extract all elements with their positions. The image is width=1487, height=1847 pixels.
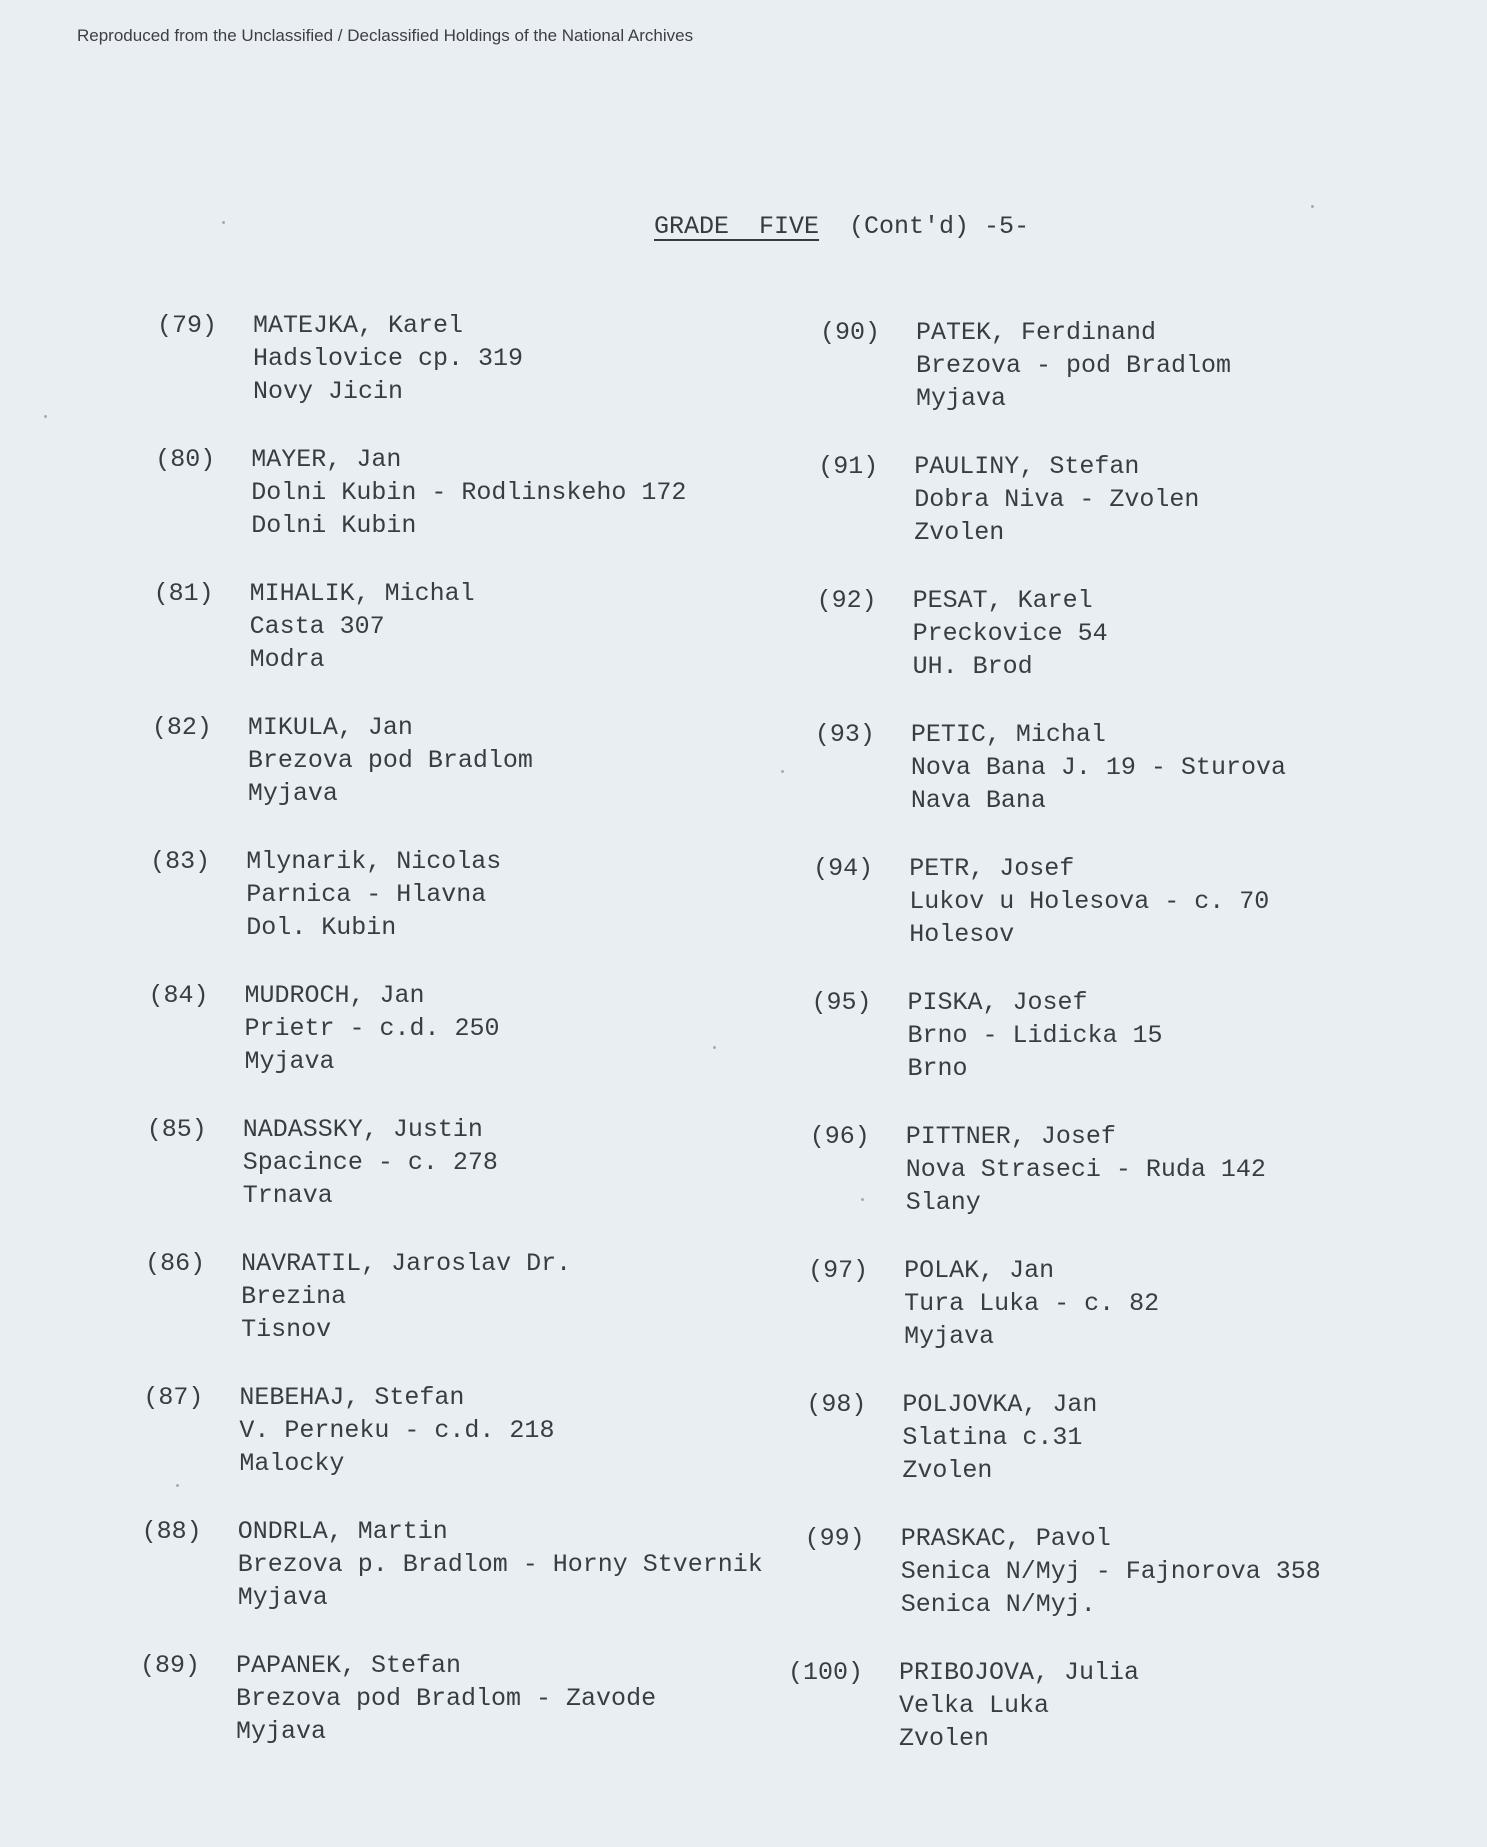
address-line: Nova Bana J. 19 - Sturova xyxy=(910,753,1286,782)
entry-details xyxy=(243,1113,498,1212)
entry-number: (100) xyxy=(787,1658,863,1687)
entry-number: (93) xyxy=(814,720,875,749)
address-line: Lukov u Holesova - c. 70 xyxy=(909,887,1270,916)
entry-number: (89) xyxy=(139,1651,200,1680)
entry-number: (95) xyxy=(811,988,872,1017)
district-line: Modra xyxy=(249,645,325,674)
address-line: Hadslovice cp. 319 xyxy=(253,344,524,373)
person-name: MIHALIK, Michal xyxy=(249,579,475,608)
entry-details xyxy=(246,845,501,944)
district-line: Zvolen xyxy=(914,518,1005,547)
entry-number: (85) xyxy=(146,1115,207,1144)
address-line: Slatina c.31 xyxy=(902,1423,1083,1452)
entry-number: (83) xyxy=(150,847,211,876)
district-line: Myjava xyxy=(244,1047,335,1076)
district-line: Myjava xyxy=(904,1322,995,1351)
entry-number: (90) xyxy=(819,318,880,347)
district-line: Senica N/Myj. xyxy=(900,1590,1096,1619)
entry-details xyxy=(916,316,1231,415)
district-line: Slany xyxy=(905,1188,981,1217)
person-name: PESAT, Karel xyxy=(912,586,1093,615)
address-line: Brezova pod Bradlom - Zavode xyxy=(236,1684,657,1713)
address-line: Prietr - c.d. 250 xyxy=(244,1014,500,1043)
entry-number: (96) xyxy=(809,1122,870,1151)
district-line: Brno xyxy=(907,1054,968,1083)
entry-details xyxy=(239,1381,554,1480)
address-line: Preckovice 54 xyxy=(912,619,1108,648)
person-name: PRIBOJOVA, Julia xyxy=(899,1658,1140,1687)
entry-number: (92) xyxy=(816,586,877,615)
address-line: Brezova p. Bradlom - Horny Stvernik xyxy=(237,1550,763,1579)
archive-source-note: Reproduced from the Unclassified / Declassified Holdings of the National Archives xyxy=(77,26,694,45)
district-line: Myjava xyxy=(247,779,338,808)
address-line: Nova Straseci - Ruda 142 xyxy=(905,1155,1266,1184)
entry-details xyxy=(908,986,1163,1085)
person-name: Mlynarik, Nicolas xyxy=(246,847,502,876)
entry-number: (81) xyxy=(153,579,214,608)
entry-number: (94) xyxy=(813,854,874,883)
entry-details xyxy=(251,443,686,542)
entry-details xyxy=(241,1247,571,1346)
address-line: V. Perneku - c.d. 218 xyxy=(239,1416,555,1445)
entry-details xyxy=(253,309,523,408)
entry-details xyxy=(913,584,1108,683)
scan-speck xyxy=(222,221,225,224)
person-name: PETIC, Michal xyxy=(910,720,1106,749)
address-line: Dolni Kubin - Rodlinskeho 172 xyxy=(251,478,687,507)
person-name: PITTNER, Josef xyxy=(905,1122,1116,1151)
entry-number: (86) xyxy=(145,1249,206,1278)
address-line: Brno - Lidicka 15 xyxy=(907,1021,1163,1050)
person-name: NADASSKY, Justin xyxy=(242,1115,483,1144)
district-line: Zvolen xyxy=(902,1456,993,1485)
person-name: PETR, Josef xyxy=(909,854,1075,883)
person-name: NEBEHAJ, Stefan xyxy=(239,1383,465,1412)
entry-number: (84) xyxy=(148,981,209,1010)
district-line: Dol. Kubin xyxy=(246,913,397,942)
entry-details xyxy=(899,1656,1139,1755)
district-line: Myjava xyxy=(916,384,1007,413)
entry-details xyxy=(909,852,1269,951)
address-line: Tura Luka - c. 82 xyxy=(904,1289,1160,1318)
entry-details xyxy=(250,577,475,676)
district-line: Nava Bana xyxy=(910,786,1046,815)
scan-speck xyxy=(861,1198,864,1201)
entry-details xyxy=(904,1254,1159,1353)
entry-number: (91) xyxy=(818,452,879,481)
district-line: Novy Jicin xyxy=(253,377,404,406)
district-line: Malocky xyxy=(239,1449,345,1478)
person-name: PAULINY, Stefan xyxy=(914,452,1140,481)
entry-details xyxy=(236,1649,656,1748)
entry-details xyxy=(248,711,533,810)
entry-details xyxy=(914,450,1199,549)
address-line: Brezova - pod Bradlom xyxy=(916,351,1232,380)
entry-details xyxy=(911,718,1286,817)
entry-details xyxy=(901,1522,1321,1621)
person-name: MUDROCH, Jan xyxy=(244,981,425,1010)
scan-speck xyxy=(1311,205,1314,208)
person-name: MIKULA, Jan xyxy=(247,713,413,742)
address-line: Brezina xyxy=(241,1282,347,1311)
scan-speck xyxy=(44,415,47,418)
entry-details xyxy=(238,1515,763,1614)
person-name: POLAK, Jan xyxy=(904,1256,1055,1285)
person-name: POLJOVKA, Jan xyxy=(902,1390,1098,1419)
address-line: Spacince - c. 278 xyxy=(242,1148,498,1177)
entry-details xyxy=(245,979,500,1078)
address-line: Brezova pod Bradlom xyxy=(247,746,533,775)
address-line: Senica N/Myj - Fajnorova 358 xyxy=(900,1557,1321,1586)
person-name: PAPANEK, Stefan xyxy=(236,1651,462,1680)
entry-number: (98) xyxy=(806,1390,867,1419)
entry-number: (82) xyxy=(151,713,212,742)
address-line: Velka Luka xyxy=(899,1691,1050,1720)
district-line: Myjava xyxy=(237,1583,328,1612)
address-line: Parnica - Hlavna xyxy=(246,880,487,909)
person-name: ONDRLA, Martin xyxy=(237,1517,448,1546)
person-name: MAYER, Jan xyxy=(251,445,402,474)
entry-number: (80) xyxy=(155,445,216,474)
scan-speck xyxy=(781,770,784,773)
scan-speck xyxy=(713,1046,716,1049)
person-name: MATEJKA, Karel xyxy=(253,311,464,340)
address-line: Dobra Niva - Zvolen xyxy=(914,485,1200,514)
entry-details xyxy=(902,1388,1097,1487)
district-line: Trnava xyxy=(242,1181,333,1210)
entry-details xyxy=(906,1120,1266,1219)
district-line: UH. Brod xyxy=(912,652,1033,681)
page-title xyxy=(654,212,1029,241)
person-name: PATEK, Ferdinand xyxy=(916,318,1157,347)
entry-number: (88) xyxy=(141,1517,202,1546)
entry-number: (79) xyxy=(156,311,217,340)
person-name: PISKA, Josef xyxy=(907,988,1088,1017)
entry-number: (99) xyxy=(804,1524,865,1553)
page-continuation: (Cont'd) -5- xyxy=(819,212,1030,241)
scan-speck xyxy=(176,1484,179,1487)
district-line: Myjava xyxy=(236,1717,327,1746)
district-line: Holesov xyxy=(909,920,1015,949)
grade-heading: GRADE FIVE xyxy=(654,212,820,241)
person-name: PRASKAC, Pavol xyxy=(900,1524,1111,1553)
entry-number: (87) xyxy=(143,1383,204,1412)
district-line: Tisnov xyxy=(241,1315,332,1344)
person-name: NAVRATIL, Jaroslav Dr. xyxy=(241,1249,572,1278)
address-line: Casta 307 xyxy=(249,612,385,641)
district-line: Dolni Kubin xyxy=(251,511,417,540)
district-line: Zvolen xyxy=(899,1724,990,1753)
entry-number: (97) xyxy=(808,1256,869,1285)
